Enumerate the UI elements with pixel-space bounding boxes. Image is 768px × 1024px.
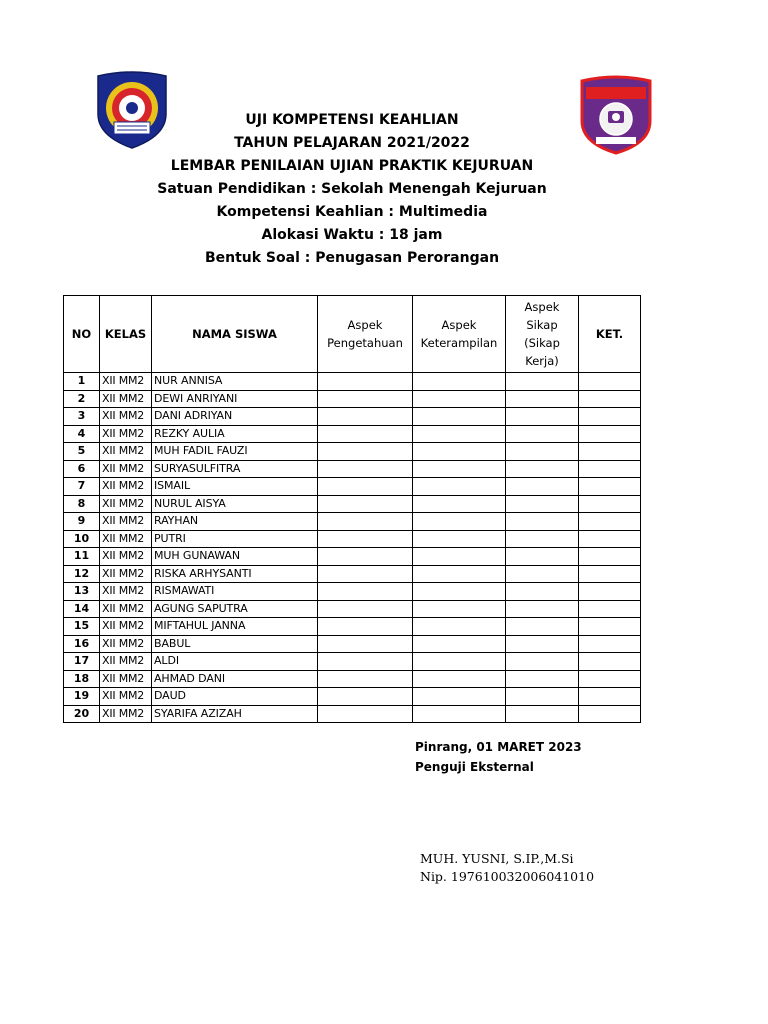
cell-keterampilan [413, 583, 506, 601]
cell-keterampilan [413, 513, 506, 531]
cell-pengetahuan [318, 443, 413, 461]
cell-kelas: XII MM2 [100, 653, 152, 671]
question-form: Bentuk Soal : Penugasan Perorangan [204, 250, 500, 266]
cell-no: 5 [64, 443, 100, 461]
signature-role: Penguji Eksternal [415, 760, 534, 774]
cell-nama: AHMAD DANI [152, 670, 318, 688]
cell-no: 1 [64, 373, 100, 391]
table-row [64, 705, 641, 723]
table-row [64, 530, 641, 548]
cell-ket [579, 513, 641, 531]
cell-sikap [506, 495, 579, 513]
cell-kelas: XII MM2 [100, 513, 152, 531]
cell-kelas: XII MM2 [100, 425, 152, 443]
cell-sikap [506, 653, 579, 671]
signature-name: MUH. YUSNI, S.IP.,M.Si [420, 851, 574, 866]
cell-pengetahuan [318, 495, 413, 513]
cell-keterampilan [413, 443, 506, 461]
cell-keterampilan [413, 565, 506, 583]
cell-sikap [506, 688, 579, 706]
cell-no: 16 [64, 635, 100, 653]
cell-sikap [506, 635, 579, 653]
cell-pengetahuan [318, 618, 413, 636]
table-row [64, 688, 641, 706]
cell-ket [579, 688, 641, 706]
cell-nama: MUH GUNAWAN [152, 548, 318, 566]
cell-kelas: XII MM2 [100, 548, 152, 566]
cell-keterampilan [413, 653, 506, 671]
table-row [64, 373, 641, 391]
exam-title: UJI KOMPETENSI KEAHLIAN [245, 112, 459, 128]
cell-sikap [506, 373, 579, 391]
cell-pengetahuan [318, 390, 413, 408]
cell-ket [579, 600, 641, 618]
cell-ket [579, 478, 641, 496]
cell-kelas: XII MM2 [100, 705, 152, 723]
cell-kelas: XII MM2 [100, 670, 152, 688]
cell-sikap [506, 425, 579, 443]
cell-no: 4 [64, 425, 100, 443]
cell-pengetahuan [318, 373, 413, 391]
cell-ket [579, 670, 641, 688]
cell-nama: DAUD [152, 688, 318, 706]
cell-ket [579, 443, 641, 461]
cell-nama: MUH FADIL FAUZI [152, 443, 318, 461]
cell-kelas: XII MM2 [100, 618, 152, 636]
cell-pengetahuan [318, 600, 413, 618]
table-row [64, 443, 641, 461]
col-header-pengetahuan: Aspek Pengetahuan [318, 296, 413, 373]
cell-pengetahuan [318, 705, 413, 723]
table-row [64, 600, 641, 618]
col-header-keterampilan: Aspek Keterampilan [413, 296, 506, 373]
academic-year: TAHUN PELAJARAN 2021/2022 [234, 135, 470, 151]
col-header-no: NO [64, 296, 100, 373]
cell-no: 18 [64, 670, 100, 688]
table-row [64, 618, 641, 636]
cell-nama: DANI ADRIYAN [152, 408, 318, 426]
cell-pengetahuan [318, 408, 413, 426]
cell-nama: RISKA ARHYSANTI [152, 565, 318, 583]
cell-keterampilan [413, 548, 506, 566]
cell-keterampilan [413, 530, 506, 548]
cell-kelas: XII MM2 [100, 460, 152, 478]
cell-nama: DEWI ANRIYANI [152, 390, 318, 408]
cell-nama: ISMAIL [152, 478, 318, 496]
cell-ket [579, 705, 641, 723]
cell-nama: RAYHAN [152, 513, 318, 531]
cell-kelas: XII MM2 [100, 583, 152, 601]
cell-nama: REZKY AULIA [152, 425, 318, 443]
signature-nip: Nip. 197610032006041010 [420, 869, 595, 884]
cell-ket [579, 618, 641, 636]
education-unit: Satuan Pendidikan : Sekolah Menengah Kejuruan [157, 181, 547, 197]
cell-keterampilan [413, 705, 506, 723]
cell-sikap [506, 460, 579, 478]
cell-nama: SURYASULFITRA [152, 460, 318, 478]
cell-keterampilan [413, 688, 506, 706]
cell-sikap [506, 583, 579, 601]
col-header-sikap: Aspek Sikap (Sikap Kerja) [506, 296, 579, 373]
assessment-table [63, 295, 641, 723]
cell-no: 10 [64, 530, 100, 548]
cell-no: 20 [64, 705, 100, 723]
table-row [64, 425, 641, 443]
cell-pengetahuan [318, 548, 413, 566]
cell-sikap [506, 670, 579, 688]
cell-sikap [506, 478, 579, 496]
cell-ket [579, 495, 641, 513]
cell-ket [579, 548, 641, 566]
competency: Kompetensi Keahlian : Multimedia [216, 204, 488, 220]
cell-kelas: XII MM2 [100, 443, 152, 461]
table-row [64, 635, 641, 653]
table-row [64, 390, 641, 408]
cell-ket [579, 653, 641, 671]
cell-sikap [506, 443, 579, 461]
col-header-ket: KET. [579, 296, 641, 373]
cell-pengetahuan [318, 653, 413, 671]
table-row [64, 548, 641, 566]
cell-keterampilan [413, 495, 506, 513]
cell-ket [579, 583, 641, 601]
cell-keterampilan [413, 425, 506, 443]
cell-kelas: XII MM2 [100, 495, 152, 513]
cell-keterampilan [413, 600, 506, 618]
cell-kelas: XII MM2 [100, 478, 152, 496]
cell-kelas: XII MM2 [100, 390, 152, 408]
document-header [0, 109, 704, 270]
col-header-kelas: KELAS [100, 296, 152, 373]
cell-keterampilan [413, 635, 506, 653]
cell-kelas: XII MM2 [100, 530, 152, 548]
cell-nama: BABUL [152, 635, 318, 653]
col-header-nama: NAMA SISWA [152, 296, 318, 373]
cell-sikap [506, 705, 579, 723]
cell-sikap [506, 408, 579, 426]
cell-nama: SYARIFA AZIZAH [152, 705, 318, 723]
cell-pengetahuan [318, 513, 413, 531]
cell-ket [579, 565, 641, 583]
table-row [64, 565, 641, 583]
cell-keterampilan [413, 373, 506, 391]
cell-keterampilan [413, 618, 506, 636]
cell-ket [579, 425, 641, 443]
table-header-row [64, 296, 641, 373]
cell-sikap [506, 548, 579, 566]
cell-sikap [506, 530, 579, 548]
cell-pengetahuan [318, 635, 413, 653]
table-row [64, 653, 641, 671]
cell-no: 3 [64, 408, 100, 426]
cell-nama: NUR ANNISA [152, 373, 318, 391]
cell-pengetahuan [318, 583, 413, 601]
table-row [64, 670, 641, 688]
cell-nama: NURUL AISYA [152, 495, 318, 513]
cell-no: 19 [64, 688, 100, 706]
cell-keterampilan [413, 390, 506, 408]
cell-keterampilan [413, 408, 506, 426]
cell-keterampilan [413, 670, 506, 688]
cell-no: 17 [64, 653, 100, 671]
cell-kelas: XII MM2 [100, 373, 152, 391]
time-allocation: Alokasi Waktu : 18 jam [261, 227, 443, 243]
cell-no: 14 [64, 600, 100, 618]
cell-nama: RISMAWATI [152, 583, 318, 601]
cell-ket [579, 635, 641, 653]
cell-pengetahuan [318, 530, 413, 548]
cell-sikap [506, 600, 579, 618]
cell-nama: PUTRI [152, 530, 318, 548]
cell-pengetahuan [318, 460, 413, 478]
cell-no: 11 [64, 548, 100, 566]
sheet-title: LEMBAR PENILAIAN UJIAN PRAKTIK KEJURUAN [170, 158, 534, 174]
cell-no: 12 [64, 565, 100, 583]
cell-no: 2 [64, 390, 100, 408]
cell-pengetahuan [318, 425, 413, 443]
cell-nama: ALDI [152, 653, 318, 671]
cell-kelas: XII MM2 [100, 408, 152, 426]
cell-ket [579, 408, 641, 426]
cell-sikap [506, 513, 579, 531]
table-row [64, 460, 641, 478]
table-row [64, 478, 641, 496]
cell-no: 9 [64, 513, 100, 531]
cell-ket [579, 390, 641, 408]
cell-kelas: XII MM2 [100, 688, 152, 706]
cell-keterampilan [413, 478, 506, 496]
cell-no: 13 [64, 583, 100, 601]
cell-nama: AGUNG SAPUTRA [152, 600, 318, 618]
cell-pengetahuan [318, 670, 413, 688]
table-row [64, 495, 641, 513]
cell-kelas: XII MM2 [100, 600, 152, 618]
cell-keterampilan [413, 460, 506, 478]
cell-kelas: XII MM2 [100, 635, 152, 653]
cell-no: 15 [64, 618, 100, 636]
cell-no: 6 [64, 460, 100, 478]
cell-no: 7 [64, 478, 100, 496]
cell-no: 8 [64, 495, 100, 513]
cell-ket [579, 530, 641, 548]
cell-pengetahuan [318, 688, 413, 706]
table-row [64, 513, 641, 531]
cell-sikap [506, 565, 579, 583]
table-row [64, 408, 641, 426]
cell-pengetahuan [318, 478, 413, 496]
cell-kelas: XII MM2 [100, 565, 152, 583]
cell-pengetahuan [318, 565, 413, 583]
cell-sikap [506, 390, 579, 408]
cell-sikap [506, 618, 579, 636]
signature-place-date: Pinrang, 01 MARET 2023 [415, 740, 582, 754]
cell-ket [579, 373, 641, 391]
cell-ket [579, 460, 641, 478]
cell-nama: MIFTAHUL JANNA [152, 618, 318, 636]
table-row [64, 583, 641, 601]
